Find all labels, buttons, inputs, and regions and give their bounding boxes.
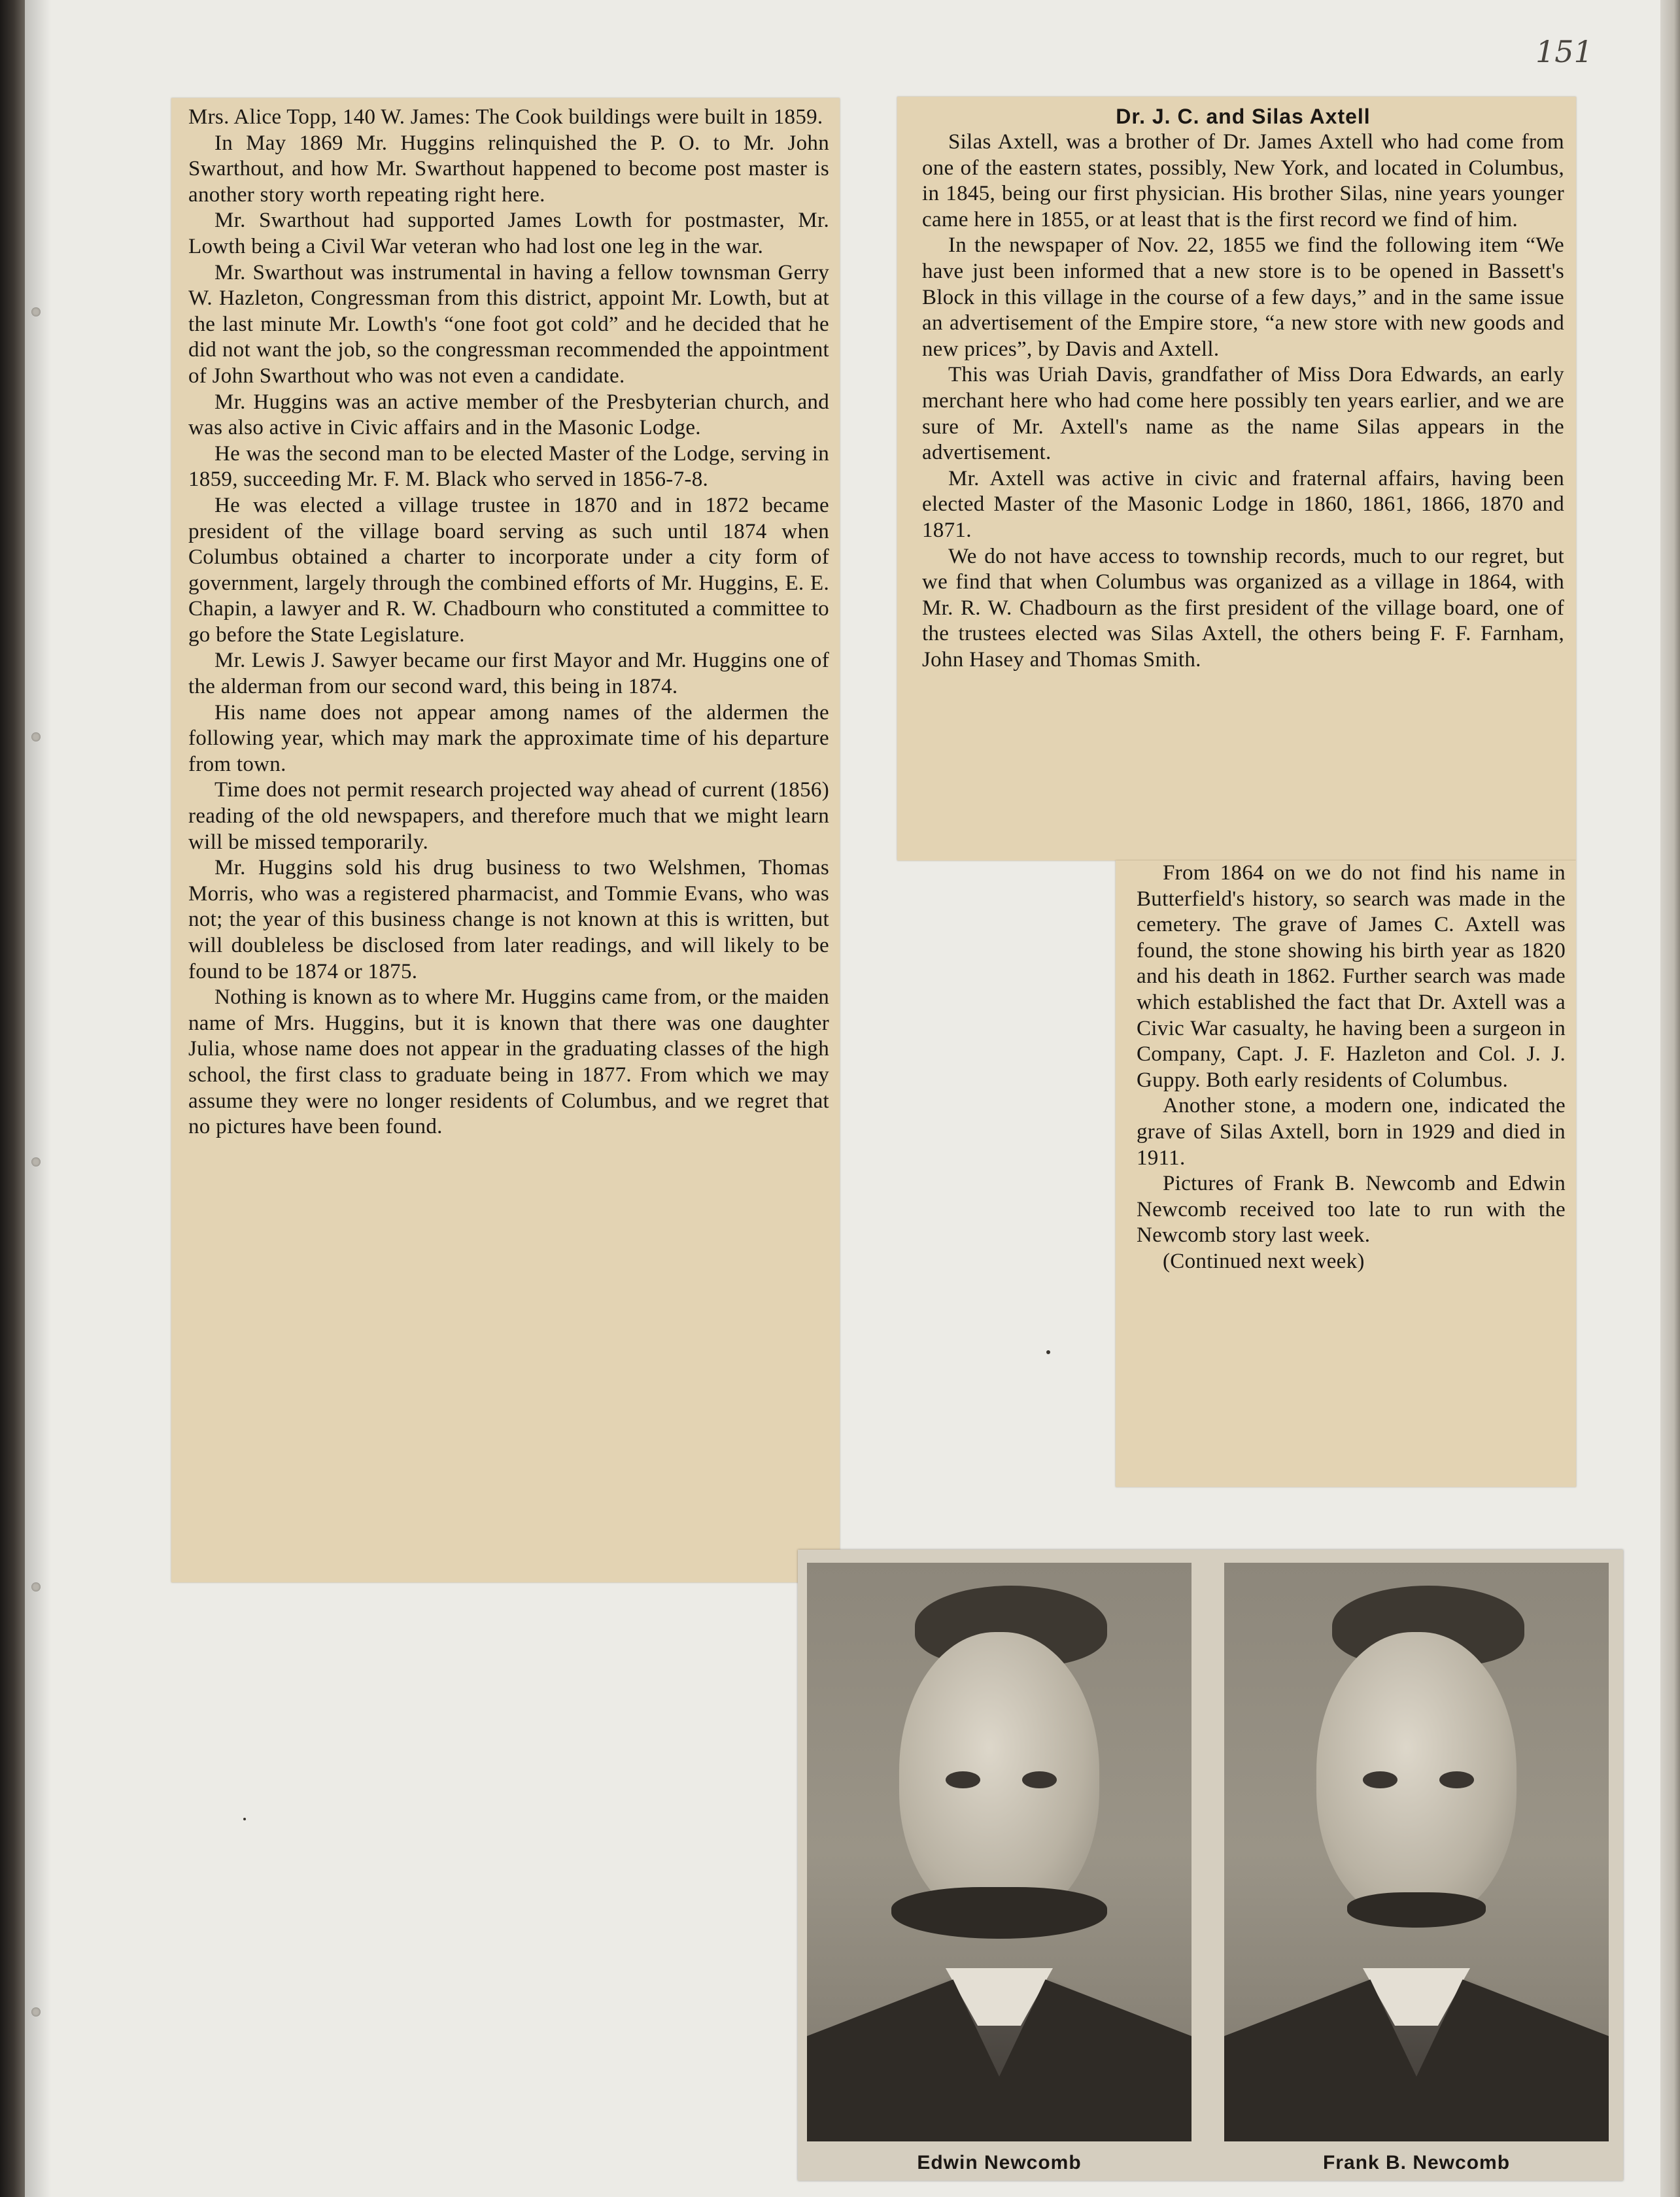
article-paragraph: This was Uriah Davis, grandfather of Miss Dora Edwards, an early merchant here who had come here possibly ten years earlier, and we are sure of Mr. Axtell's name as the name Silas appears in the advertisement. — [922, 363, 1564, 465]
continued-note: (Continued next week) — [1163, 1249, 1365, 1273]
book-binding — [0, 0, 25, 2197]
article-headline: Dr. J. C. and Silas Axtell — [1116, 105, 1371, 128]
article-paragraph: Mr. Huggins was an active member of the Presbyterian church, and was also active in Civic affairs and in the Masonic Lodge. — [188, 390, 829, 440]
page-number: 151 — [1535, 34, 1593, 69]
photo-caption: Frank B. Newcomb — [1322, 2152, 1511, 2173]
article-paragraph: Mr. Swarthout was instrumental in having a fellow townsman Gerry W. Hazleton, Congressman from this district, appoint Mr. Lowth, but at the last minute Mr. Lowth's “one foot got cold” and he decided that he did not want the job, so the congressman recommended the appointment of John Swarthout who was not even a candidate. — [188, 260, 829, 388]
article-text — [188, 105, 829, 1140]
article-text — [1137, 860, 1566, 1275]
article-paragraph: Another stone, a modern one, indicated the grave of Silas Axtell, born in 1929 and died in 1911. — [1137, 1094, 1566, 1170]
article-paragraph: In the newspaper of Nov. 22, 1855 we find the following item “We have just been informed that a new store is to be opened in Bassett's Block in this village in the course of a few days,” and in the same issue an advertisement of the Empire store, “a new store with new goods and new prices”, by Davis and Axtell. — [922, 233, 1564, 361]
binder-hole — [31, 307, 41, 316]
article-paragraph: We do not have access to township records, much to our regret, but we find that when Columbus was organized as a village in 1864, with Mr. R. W. Chadbourn as the first president of the village board, one of the trustees elected was Silas Axtell, the others being F. F. Farnham, John Hasey and Thomas Smith. — [922, 544, 1564, 672]
article-paragraph: Mr. Swarthout had supported James Lowth for postmaster, Mr. Lowth being a Civil War veteran who had lost one leg in the war. — [188, 209, 829, 258]
article-paragraph: Pictures of Frank B. Newcomb and Edwin Newcomb received too late to run with the Newcomb story last week. — [1137, 1172, 1566, 1248]
article-paragraph: In May 1869 Mr. Huggins relinquished the P. O. to Mr. John Swarthout, and how Mr. Swarthout happened to become post master is another story worth repeating right here. — [188, 131, 829, 207]
binder-hole — [31, 1582, 41, 1592]
photo-caption: Edwin Newcomb — [917, 2152, 1082, 2173]
portrait-photo — [807, 1563, 1191, 2141]
paper-speck — [1046, 1350, 1050, 1354]
newspaper-clipping-axtell — [897, 97, 1576, 860]
article-paragraph: Mr. Axtell was active in civic and fraternal affairs, having been elected Master of the Masonic Lodge in 1860, 1861, 1866, 1870 and 1871. — [922, 466, 1564, 542]
portrait-photo — [1224, 1563, 1609, 2141]
article-paragraph: He was elected a village trustee in 1870 and in 1872 became president of the village board serving as such until 1874 when Columbus obtained a charter to incorporate under a city form of government, largely through the combined efforts of Mr. Huggins, E. E. Chapin, a lawyer and R. W. Chadbourn who constituted a committee to go before the State Legislature. — [188, 493, 829, 647]
binder-hole — [31, 1157, 41, 1167]
paper-speck — [243, 1818, 246, 1820]
article-paragraph: Nothing is known as to where Mr. Huggins came from, or the maiden name of Mrs. Huggins, but it is known that there was one daughter Julia, whose name does not appear in the graduating classes of the high school, the first class to graduate being in 1877. From which we may assume they were no longer residents of Columbus, and we regret that no pictures have been found. — [188, 985, 829, 1139]
article-paragraph: His name does not appear among names of the aldermen the following year, which may mark the approximate time of his departure from town. — [188, 700, 829, 776]
photo-clipping — [798, 1550, 1623, 2181]
binder-hole — [31, 732, 41, 741]
article-paragraph: Mrs. Alice Topp, 140 W. James: The Cook buildings were built in 1859. — [188, 105, 823, 129]
newspaper-clipping-axtell-continued — [1116, 860, 1576, 1487]
newspaper-clipping-huggins — [171, 98, 840, 1582]
article-paragraph: From 1864 on we do not find his name in Butterfield's history, so search was made in the cemetery. The grave of James C. Axtell was found, the stone showing his birth year as 1820 and his death in 1862. Further search was made which established the fact that Dr. Axtell was a Civic War casualty, he having been a surgeon in Company, Capt. J. F. Hazleton and Col. J. J. Guppy. Both early residents of Columbus. — [1137, 861, 1566, 1092]
page-edge — [1660, 0, 1680, 2197]
article-text — [922, 103, 1564, 673]
page-gutter-shadow — [25, 0, 51, 2197]
article-paragraph: He was the second man to be elected Master of the Lodge, serving in 1859, succeeding Mr. F. M. Black who served in 1856-7-8. — [188, 441, 829, 492]
article-paragraph: Mr. Huggins sold his drug business to two Welshmen, Thomas Morris, who was a registered pharmacist, and Tommie Evans, who was not; the year of this business change is not known at this is written, but will doubleless be disclosed from later readings, and will likely to be found to be 1874 or 1875. — [188, 856, 829, 983]
binder-hole — [31, 2007, 41, 2017]
article-paragraph: Mr. Lewis J. Sawyer became our first Mayor and Mr. Huggins one of the alderman from our second ward, this being in 1874. — [188, 649, 829, 699]
article-paragraph: Silas Axtell, was a brother of Dr. James Axtell who had come from one of the eastern states, possibly, New York, and located in Columbus, in 1845, being our first physician. His brother Silas, nine years younger came here in 1855, or at least that is the first record we find of him. — [922, 130, 1564, 231]
article-paragraph: Time does not permit research projected way ahead of current (1856) reading of the old newspapers, and therefore much that we might learn will be missed temporarily. — [188, 778, 829, 854]
